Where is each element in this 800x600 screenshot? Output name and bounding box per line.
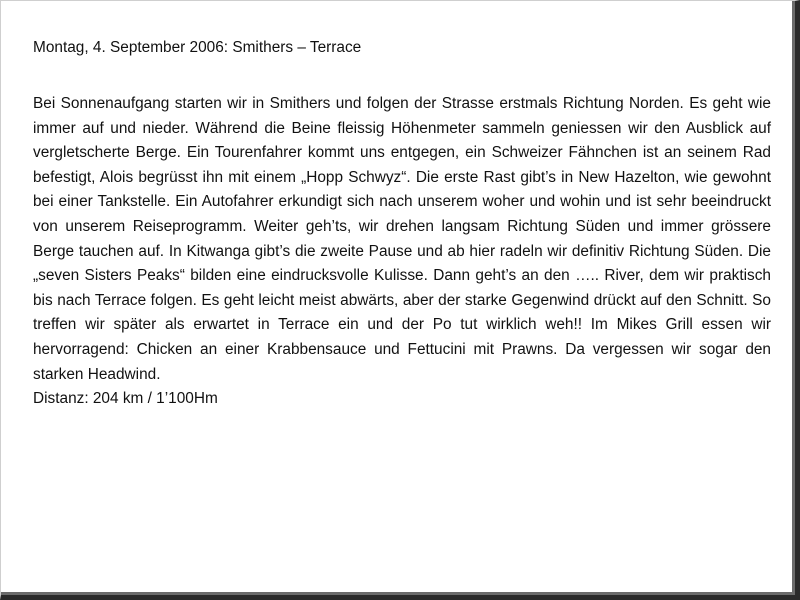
- document-content: [33, 38, 771, 412]
- distance-line: Distanz: 204 km / 1’100Hm: [33, 390, 218, 408]
- document-body-paragraph: Bei Sonnenaufgang starten wir in Smithers und folgen der Strasse erstmals Richtung Norden. Es geht wie immer auf und nieder. Während die Beine fleissig Höhenmeter sammeln geniessen wir den Ausblick auf vergletscherte Berge. Ein Tourenfahrer kommt uns entgegen, ein Schweizer Fähnchen ist an seinem Rad befestigt, Alois begrüsst ihn mit einem „Hopp Schwyz“. Die erste Rast gibt’s in New Hazelton, wie gewohnt bei einer Tankstelle. Ein Autofahrer erkundigt sich nach unserem woher und wohin und ist sehr beeindruckt von unserem Reiseprogramm. Weiter geh’ts, wir drehen langsam Richtung Süden und immer grössere Berge tauchen auf. In Kitwanga gibt’s die zweite Pause und ab hier radeln wir definitiv Richtung Süden. Die „seven Sisters Peaks“ bilden eine eindrucksvolle Kulisse. Dann geht’s an den ….. River, dem wir praktisch bis nach Terrace folgen. Es geht leicht meist abwärts, aber der starke Gegenwind drückt auf den Schnitt. So treffen wir später als erwartet in Terrace ein und der Po tut wirklich weh!! Im Mikes Grill essen wir hervorragend: Chicken an einer Krabbensauce und Fettucini mit Prawns. Da vergessen wir sogar den starken Headwind.: [33, 95, 771, 383]
- document-title: Montag, 4. September 2006: Smithers – Terrace: [33, 39, 362, 56]
